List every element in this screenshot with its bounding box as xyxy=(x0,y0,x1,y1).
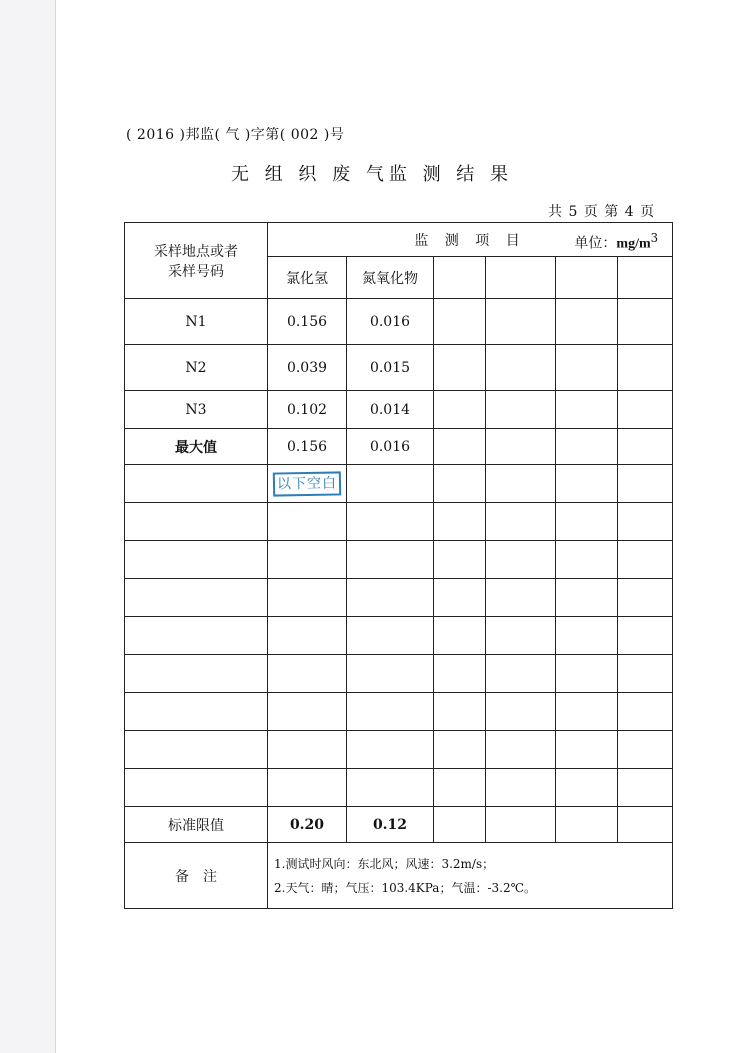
blank-cell xyxy=(268,541,347,579)
blank-cell xyxy=(618,807,673,843)
blank-cell xyxy=(125,693,268,731)
blank-cell xyxy=(486,465,556,503)
blank-cell xyxy=(486,769,556,807)
blank-below-stamp: 以下空白 xyxy=(273,471,341,496)
column-header-2 xyxy=(434,257,486,299)
standard-value: 0.12 xyxy=(347,807,434,843)
blank-cell xyxy=(486,503,556,541)
location-header-line2: 采样号码 xyxy=(168,263,224,280)
blank-cell xyxy=(556,655,618,693)
blank-cell xyxy=(486,617,556,655)
results-table xyxy=(124,222,673,909)
column-header-5 xyxy=(618,257,673,299)
blank-cell xyxy=(618,769,673,807)
blank-cell xyxy=(347,617,434,655)
blank-cell xyxy=(347,655,434,693)
blank-cell xyxy=(268,731,347,769)
page-info: 共 5 页 第 4 页 xyxy=(548,204,656,220)
blank-row xyxy=(125,579,673,617)
blank-cell xyxy=(486,807,556,843)
document-title: 无 组 织 废 气监 测 结 果 xyxy=(230,164,514,185)
blank-cell xyxy=(125,655,268,693)
blank-row xyxy=(125,655,673,693)
location-header xyxy=(125,223,268,299)
blank-cell xyxy=(125,617,268,655)
location-header-line1: 采样地点或者 xyxy=(154,243,238,260)
blank-cell xyxy=(125,503,268,541)
blank-cell xyxy=(125,769,268,807)
table-cell: 0.014 xyxy=(347,391,434,429)
blank-cell xyxy=(268,769,347,807)
table-cell: 0.156 xyxy=(268,299,347,345)
table-row xyxy=(125,429,673,465)
table-cell: 0.016 xyxy=(347,429,434,465)
blank-cell xyxy=(618,503,673,541)
table-row xyxy=(125,345,673,391)
blank-cell xyxy=(347,465,434,503)
blank-cell xyxy=(618,731,673,769)
blank-row xyxy=(125,617,673,655)
blank-cell xyxy=(268,503,347,541)
blank-cell xyxy=(125,731,268,769)
blank-row xyxy=(125,693,673,731)
blank-cell xyxy=(434,465,486,503)
blank-cell xyxy=(434,807,486,843)
blank-row xyxy=(125,503,673,541)
row-label: N3 xyxy=(125,391,268,429)
blank-cell xyxy=(268,693,347,731)
table-row xyxy=(125,391,673,429)
blank-cell xyxy=(556,731,618,769)
table-cell xyxy=(618,345,673,391)
blank-cell xyxy=(556,769,618,807)
monitoring-items-header xyxy=(268,223,673,257)
standard-row xyxy=(125,807,673,843)
table-cell: 0.102 xyxy=(268,391,347,429)
blank-cell xyxy=(434,503,486,541)
table-cell xyxy=(486,345,556,391)
unit-value: mg/m xyxy=(616,236,651,252)
blank-cell xyxy=(556,541,618,579)
table-cell: 0.156 xyxy=(268,429,347,465)
blank-cell xyxy=(347,541,434,579)
blank-cell xyxy=(125,465,268,503)
column-header-0: 氯化氢 xyxy=(268,257,347,299)
blank-cell xyxy=(556,465,618,503)
blank-cell xyxy=(618,617,673,655)
blank-cell xyxy=(556,807,618,843)
blank-cell xyxy=(618,579,673,617)
blank-cell xyxy=(125,579,268,617)
stamp-cell xyxy=(268,465,347,503)
blank-cell xyxy=(268,655,347,693)
table-cell xyxy=(486,391,556,429)
document-number: ( 2016 )邦监( 气 )字第( 002 )号 xyxy=(126,127,345,143)
column-header-3 xyxy=(486,257,556,299)
table-cell xyxy=(434,299,486,345)
blank-cell xyxy=(486,693,556,731)
table-cell xyxy=(618,429,673,465)
blank-cell xyxy=(556,503,618,541)
blank-cell xyxy=(347,769,434,807)
blank-row xyxy=(125,769,673,807)
blank-cell xyxy=(556,693,618,731)
table-cell xyxy=(556,299,618,345)
blank-cell xyxy=(618,465,673,503)
monitoring-items-label: 监 测 项 目 xyxy=(414,232,526,249)
remarks-label: 备 注 xyxy=(125,843,268,909)
row-label: N2 xyxy=(125,345,268,391)
remark-line: 1.测试时风向：东北风；风速：3.2m/s； xyxy=(274,856,495,871)
blank-row xyxy=(125,541,673,579)
table-cell xyxy=(618,299,673,345)
blank-cell xyxy=(125,541,268,579)
column-header-4 xyxy=(556,257,618,299)
table-cell: 0.016 xyxy=(347,299,434,345)
blank-cell xyxy=(556,617,618,655)
unit-superscript: 3 xyxy=(650,231,659,245)
unit-prefix: 单位： xyxy=(574,235,617,252)
standard-value: 0.20 xyxy=(268,807,347,843)
table-cell xyxy=(556,429,618,465)
blank-cell xyxy=(347,579,434,617)
row-label: N1 xyxy=(125,299,268,345)
table-cell: 0.039 xyxy=(268,345,347,391)
blank-cell xyxy=(268,579,347,617)
table-cell xyxy=(434,345,486,391)
table-cell: 0.015 xyxy=(347,345,434,391)
table-cell xyxy=(618,391,673,429)
column-header-1: 氮氧化物 xyxy=(347,257,434,299)
blank-row xyxy=(125,465,673,503)
blank-cell xyxy=(556,579,618,617)
row-label: 最大值 xyxy=(125,429,268,465)
blank-cell xyxy=(486,731,556,769)
blank-cell xyxy=(268,617,347,655)
table-row xyxy=(125,299,673,345)
blank-cell xyxy=(434,617,486,655)
table-cell xyxy=(486,429,556,465)
blank-cell xyxy=(347,693,434,731)
table-cell xyxy=(434,429,486,465)
blank-cell xyxy=(347,503,434,541)
blank-cell xyxy=(486,541,556,579)
table-cell xyxy=(486,299,556,345)
unit-label xyxy=(574,231,658,253)
blank-cell xyxy=(434,541,486,579)
blank-cell xyxy=(434,731,486,769)
remarks-row xyxy=(125,843,673,909)
blank-cell xyxy=(618,541,673,579)
blank-cell xyxy=(486,579,556,617)
blank-cell xyxy=(618,693,673,731)
blank-row xyxy=(125,731,673,769)
blank-cell xyxy=(347,731,434,769)
standard-label: 标准限值 xyxy=(125,807,268,843)
blank-cell xyxy=(486,655,556,693)
remarks-content xyxy=(268,843,673,909)
blank-cell xyxy=(434,655,486,693)
blank-cell xyxy=(434,579,486,617)
table-cell xyxy=(434,391,486,429)
table-cell xyxy=(556,391,618,429)
remark-line: 2.天气：晴；气压：103.4KPa；气温：-3.2℃。 xyxy=(274,880,537,895)
blank-cell xyxy=(434,693,486,731)
table-cell xyxy=(556,345,618,391)
blank-cell xyxy=(618,655,673,693)
blank-cell xyxy=(434,769,486,807)
